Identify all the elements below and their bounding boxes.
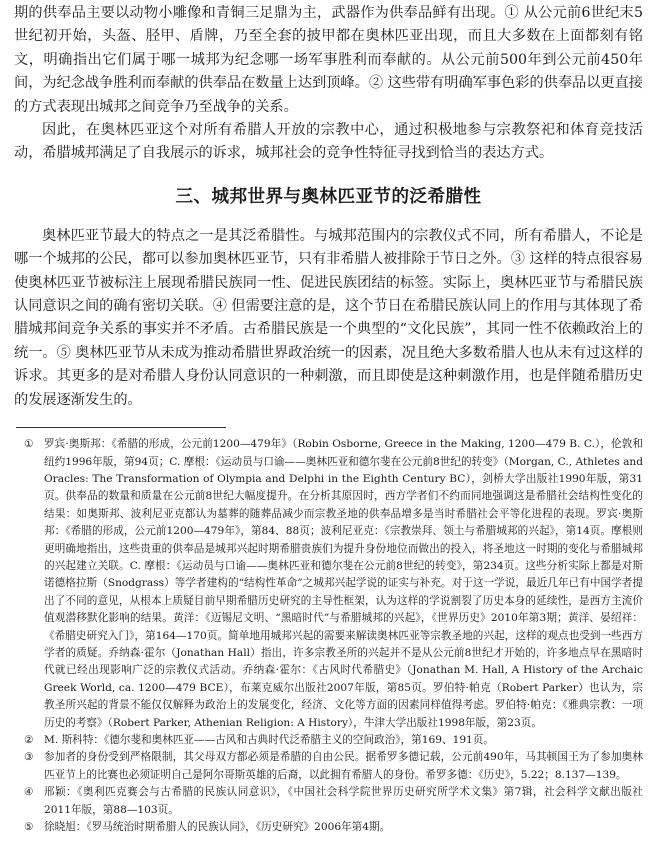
footnote-number: ① bbox=[24, 438, 34, 451]
footnote-3 bbox=[14, 749, 643, 784]
body-paragraph-2: 因此，在奥林匹亚这个对所有希腊人开放的宗教中心，通过积极地参与宗教祭祀和体育竞技活动，希腊城邦满足了自我展示的诉求，城邦社会的竞争性特征寻找到恰当的表达方式。 bbox=[14, 122, 643, 162]
footnote-text: 邢颖：《奥利匹克赛会与古希腊的民族认同意识》，《中国社会科学院世界历史研究所学术文集》第7辑，社会科学文献出版社2011年版，第88—103页。 bbox=[44, 786, 643, 816]
footnote-number: ④ bbox=[24, 786, 34, 799]
footnote-1 bbox=[14, 436, 643, 732]
footnote-text: 参加者的身份受到严格限制，其父母双方都必须是希腊的自由公民。据希罗多德记载，公元前490年，马其顿国王为了参加奥林匹亚节上的比赛也必须证明自己是阿尔哥斯英雄的后裔，以此拥有希腊人的身份。希罗多德：《历史》，5.22；8.137—139。 bbox=[44, 751, 643, 781]
section-paragraph: 奥林匹亚节最大的特点之一是其泛希腊性。与城邦范围内的宗教仪式不同，所有希腊人，不论是哪一个城邦的公民，都可以参加奥林匹亚节，只有非希腊人被排除于节日之外。③ 这样的特点很容易使奥林匹亚节被标注上展现希腊民族同一性、促进民族团结的标签。实际上，奥林匹亚节与希腊民族认同意识之间的确有密切关联。④ 但需要注意的是，这个节日在希腊民族认同上的作用与其体现了希腊城邦间竞争关系的事实并不矛盾。古希腊民族是一个典型的“文化民族”，其同一性不依赖政治上的统一。⑤ 奥林匹亚节从未成为推动希腊世界政治统一的因素，况且绝大多数希腊人也从未有过这样的诉求。其更多的是对希腊人身份认同意识的一种刺激，而且即使是这种刺激作用，也是伴随希腊历史的发展逐渐发生的。 bbox=[14, 227, 643, 408]
footnote-4 bbox=[14, 784, 643, 819]
footnote-5 bbox=[14, 819, 643, 836]
body-paragraph-1: 期的供奉品主要以动物小雕像和青铜三足鼎为主，武器作为供奉品鲜有出现。① 从公元前6世纪末5世纪初开始，头盔、胫甲、盾牌，乃至全套的披甲都在奥林匹亚出现，而且大多数在上面都刻有铭文，明确指出它们属于哪一城邦为纪念哪一场军事胜利而奉献的。从公元前500年到公元前450年间，为纪念战争胜利而奉献的供奉品在数量上达到顶峰。② 这些带有明确军事色彩的供奉品以更直接的方式表现出城邦之间竞争乃至战争的关系。 bbox=[14, 5, 643, 115]
section-title: 三、城邦世界与奥林匹亚节的泛希腊性 bbox=[175, 186, 482, 207]
footnote-2 bbox=[14, 732, 643, 749]
footnote-number: ③ bbox=[24, 751, 34, 764]
footnote-text: M. 斯科特：《德尔斐和奥林匹亚——古风和古典时代泛希腊主义的空间政治》，第169、191页。 bbox=[44, 734, 494, 746]
footnotes-list bbox=[14, 436, 643, 836]
footnote-number: ⑤ bbox=[24, 821, 34, 834]
footnote-text: 徐晓旭：《罗马统治时期希腊人的民族认同》，《历史研究》2006年第4期。 bbox=[44, 821, 391, 834]
footnote-number: ② bbox=[24, 734, 34, 746]
footnote-text: 罗宾·奥斯邦：《希腊的形成，公元前1200—479年》（Robin Osborne, Greece in the Making, 1200—479 B. C.），伦敦和纽约1996年版，第94页；C. 摩根：《运动员与口谕——奥林匹亚和德尔斐在公元前8世纪的转变》（Morgan, C., Athletes and Oracles: The Transformation of Olympia and Delphi in the Eighth Century BC），剑桥大学出版社1990年版，第31页。供奉品的数量和质量在公元前8世纪大幅度提升。在分析其原因时，西方学者们不约而同地强调这是希腊社会结构性变化的结果：如奥斯邦、波利尼亚克都认为墓葬的随葬品减少而宗教圣地的供奉品增多是当时希腊社会平等化进程的表现。罗宾·奥斯邦：《希腊的形成，公元前1200—479年》，第84、88页；波利尼亚克：《宗教崇拜、领土与希腊城邦的兴起》，第14页。摩根则更明确地指出，这些贵重的供奉品是城邦兴起时期希腊贵族们为提升身份地位而做出的投入，将圣地这一时期的变化与希腊城邦的兴起建立关联。C. 摩根：《运动员与口谕——奥林匹亚和德尔斐在公元前8世纪的转变》，第234页。这些分析实际上都是对斯诺德格拉斯（Snodgrass）等学者建构的“结构性革命”之城邦兴起学说的证实与补充。对于这一学说，最近几年已有中国学者提出了不同的意见，从根本上质疑目前早期希腊历史研究的主导性框架，认为这样的学说割裂了历史本身的延续性，是西方主流价值观潜移默化影响的结果。黄洋：《迈锡尼文明、“黑暗时代”与希腊城邦的兴起》，《世界历史》2010年第3期；黄洋、晏绍祥：《希腊史研究入门》，第164—170页。简单地用城邦兴起的需要来解读奥林匹亚等宗教圣地的兴起，这样的观点也受到一些西方学者的质疑。乔纳森·霍尔（Jonathan Hall）指出，许多宗教圣所的兴起并不是从公元前8世纪才开始的，许多地点早在黑暗时代就已经出现影响广泛的宗教仪式活动。乔纳森·霍尔：《古风时代希腊史》（Jonathan M. Hall, A History of the Archaic Greek World, ca. 1200—479 BCE），布莱克威尔出版社2007年版，第85页。罗伯特·帕克（Robert Parker）也认为，宗教圣所兴起的背景不能仅仅解释为政治上的发展变化，经济、文化等方面的因素同样值得考虑。罗伯特·帕克：《雅典宗教：一项历史的考察》（Robert Parker, Athenian Religion: A History），牛津大学出版社1998年版，第23页。 bbox=[44, 438, 643, 729]
footnote-separator bbox=[16, 427, 226, 428]
